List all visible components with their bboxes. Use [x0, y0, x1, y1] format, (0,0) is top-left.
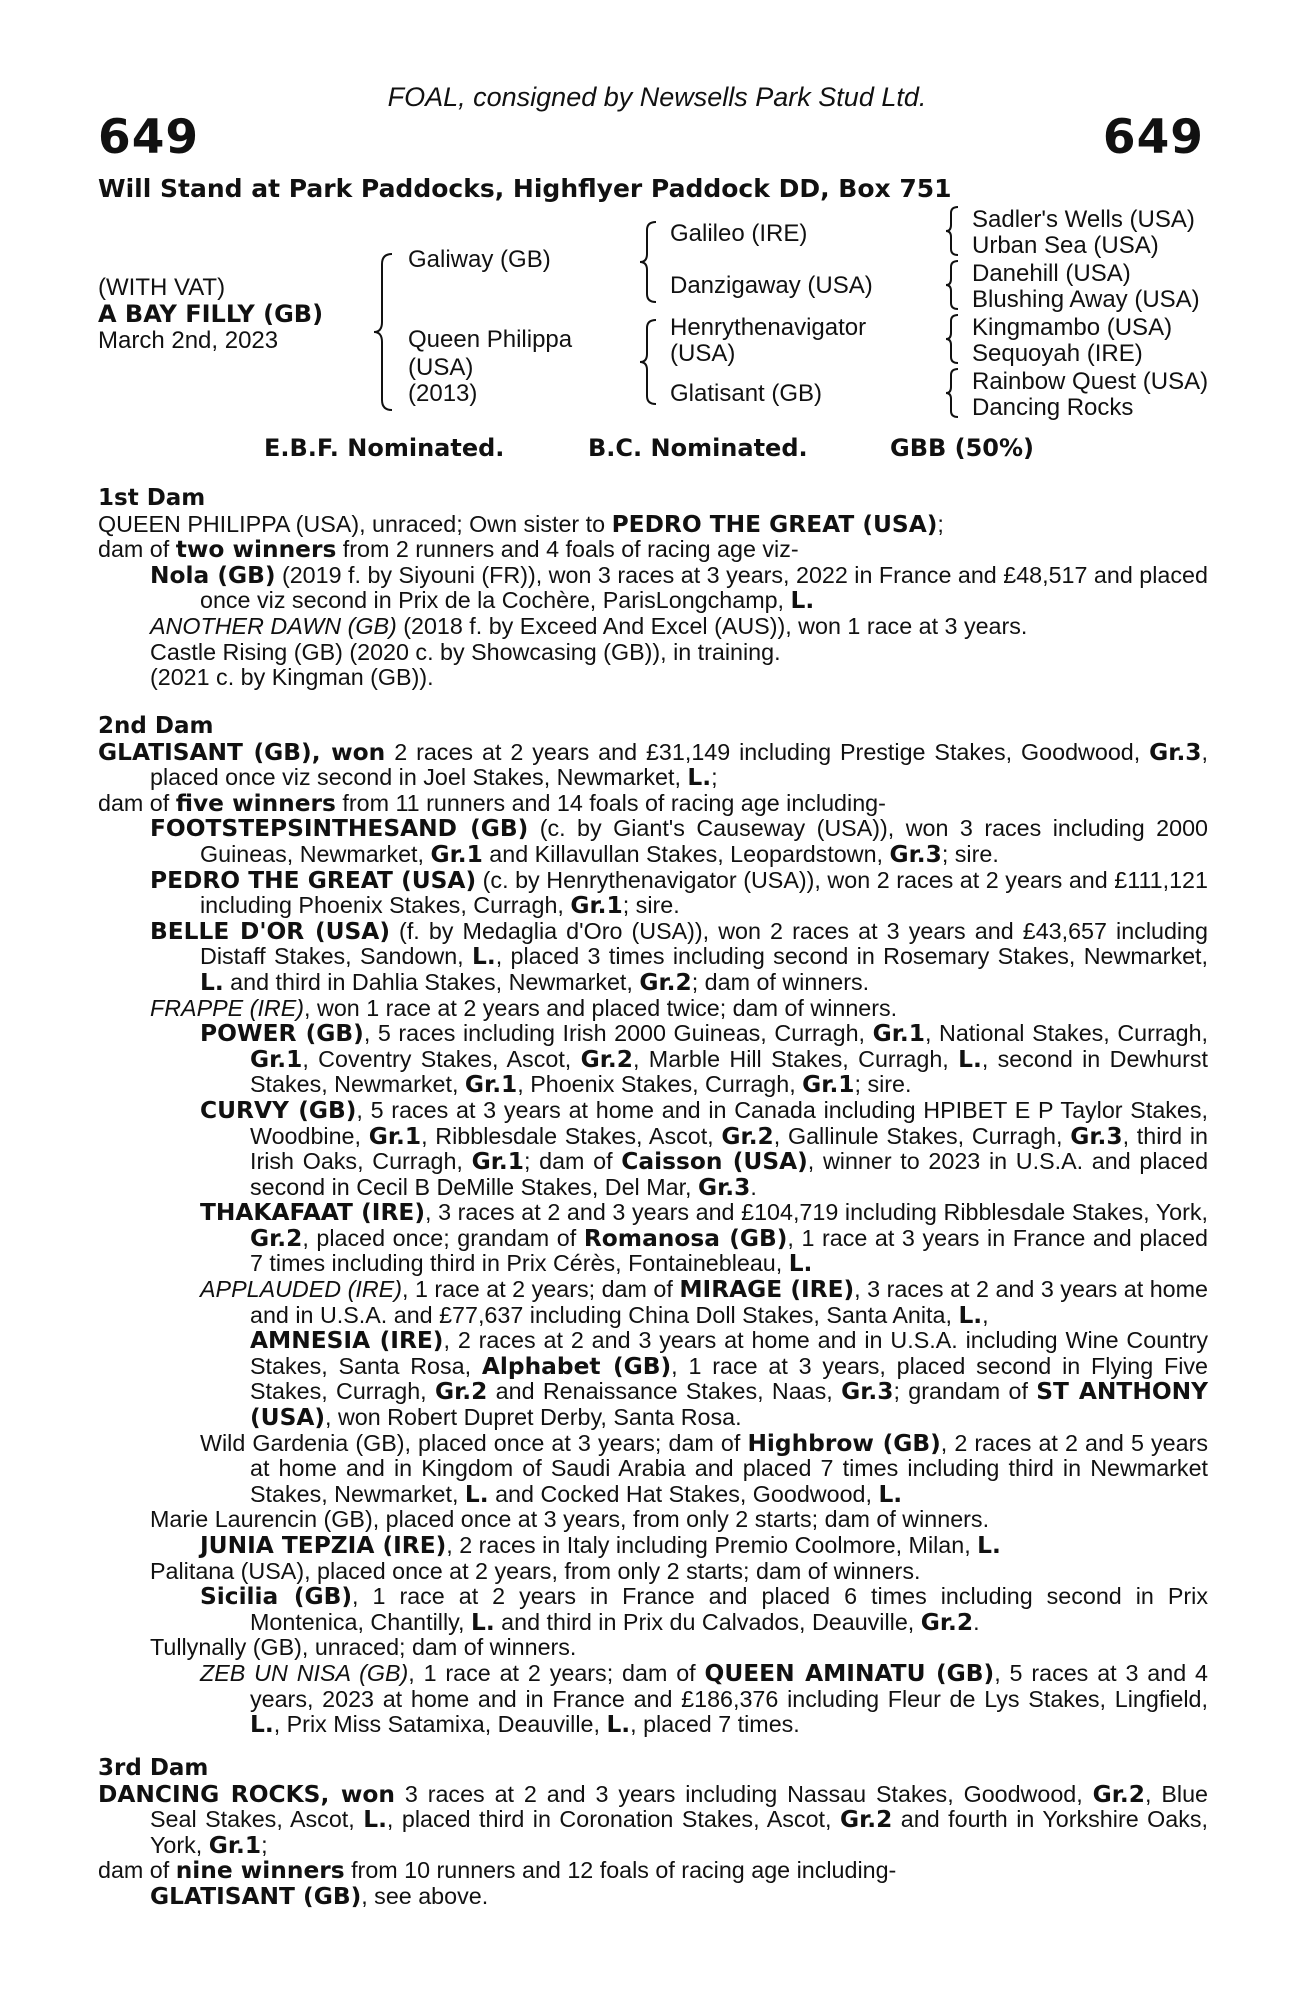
lot-number-right: 649	[1102, 110, 1204, 165]
pedigree-brace-6	[944, 313, 960, 365]
pedigree-brace-2	[638, 220, 658, 304]
produce-tullynally: Tullynally (GB), unraced; dam of winners.	[150, 1634, 577, 1661]
grandproduce-junia-tepzia: JUNIA TEPZIA (IRE), 2 races in Italy including Premio Coolmore, Milan, L.	[200, 1532, 1001, 1559]
first-dam-heading: 1st Dam	[98, 485, 206, 511]
pedigree-brace-7	[944, 367, 960, 419]
dancing-rocks-dam-of: dam of nine winners from 10 runners and 12 foals of racing age including-	[98, 1857, 897, 1885]
pedigree-gen3-2: Urban Sea (USA)	[972, 232, 1159, 259]
pedigree-gen3-5: Kingmambo (USA)	[972, 314, 1173, 341]
bc-nomination: B.C. Nominated.	[588, 434, 808, 462]
second-dam-heading: 2nd Dam	[98, 713, 214, 739]
pedigree-gen3-4: Blushing Away (USA)	[972, 286, 1200, 313]
first-dam-line1: QUEEN PHILIPPA (USA), unraced; Own sister to PEDRO THE GREAT (USA);	[98, 510, 944, 538]
horse-name: A BAY FILLY (GB)	[98, 300, 324, 328]
pedigree-brace-3	[638, 318, 658, 406]
produce-glatisant: GLATISANT (GB), see above.	[150, 1882, 489, 1910]
produce-frappe: FRAPPE (IRE), won 1 race at 2 years and placed twice; dam of winners.	[150, 994, 898, 1021]
pedigree-sire-dam: Danzigaway (USA)	[670, 272, 873, 299]
produce-another-dawn: ANOTHER DAWN (GB) (2018 f. by Exceed And Excel (AUS)), won 1 race at 3 years.	[150, 612, 1028, 639]
produce-nola: Nola (GB) (2019 f. by Siyouni (FR)), won 3 races at 3 years, 2022 in France and £48,517 and placed once viz second in Prix de la Cochère, ParisLongchamp, L.	[150, 561, 1208, 615]
pedigree-brace-4	[944, 205, 960, 257]
pedigree-brace-1	[372, 252, 394, 412]
ebf-nomination: E.B.F. Nominated.	[264, 434, 505, 462]
produce-pedro-the-great: PEDRO THE GREAT (USA) (c. by Henrythenavigator (USA)), won 2 races at 2 years and £111,121 including Phoenix Stakes, Curragh, Gr.1; sire.	[150, 866, 1208, 920]
grandproduce-curvy: CURVY (GB), 5 races at 3 years at home and in Canada including HPIBET E P Taylor Stakes, Woodbine, Gr.1, Ribblesdale Stakes, Ascot, Gr.2, Gallinule Stakes, Curragh, Gr.3, third in Irish Oaks, Curragh, Gr.1; dam of Caisson (USA), winner to 2023 in U.S.A. and placed second in Cecil B DeMille Stakes, Del Mar, Gr.3.	[200, 1096, 1209, 1201]
glatisant-record: GLATISANT (GB), won 2 races at 2 years and £31,149 including Prestige Stakes, Goodwood, Gr.3, placed once viz second in Joel Stakes, Newmarket, L.;	[98, 738, 1208, 792]
pedigree-sire: Galiway (GB)	[408, 246, 551, 273]
produce-castle-rising: Castle Rising (GB) (2020 c. by Showcasing (GB)), in training.	[150, 638, 781, 665]
grandproduce-zeb-un-nisa: ZEB UN NISA (GB), 1 race at 2 years; dam of QUEEN AMINATU (GB), 5 races at 3 and 4 years, 2023 at home and in France and £186,376 including Fleur de Lys Stakes, Lingfield, L., Prix Miss Satamixa, Deauville, L., placed 7 times.	[200, 1659, 1209, 1739]
stand-location: Will Stand at Park Paddocks, Highflyer Paddock DD, Box 751	[98, 174, 952, 203]
grandproduce-wild-gardenia: Wild Gardenia (GB), placed once at 3 years; dam of Highbrow (GB), 2 races at 2 and 5 years at home and in Kingdom of Saudi Arabia and placed 7 times including third in Newmarket Stakes, Newmarket, L. and Cocked Hat Stakes, Goodwood, L.	[200, 1429, 1208, 1508]
produce-belle-dor: BELLE D'OR (USA) (f. by Medaglia d'Oro (USA)), won 2 races at 3 years and £43,657 including Distaff Stakes, Sandown, L., placed 3 times including second in Rosemary Stakes, Newmarket, L. and third in Dahlia Stakes, Newmarket, Gr.2; dam of winners.	[150, 917, 1208, 996]
pedigree-gen3-8: Dancing Rocks	[972, 394, 1134, 421]
produce-footstepsinthesand: FOOTSTEPSINTHESAND (GB) (c. by Giant's Causeway (USA)), won 3 races including 2000 Guineas, Newmarket, Gr.1 and Killavullan Stakes, Leopardstown, Gr.3; sire.	[150, 815, 1208, 868]
dancing-rocks-record: DANCING ROCKS, won 3 races at 2 and 3 years including Nassau Stakes, Goodwood, Gr.2, Blue Seal Stakes, Ascot, L., placed third in Coronation Stakes, Ascot, Gr.2 and fourth in Yorkshire Oaks, York, Gr.1;	[98, 1780, 1208, 1859]
pedigree-dam-line2: (USA)	[408, 354, 474, 381]
pedigree-dam-sire-line2: (USA)	[670, 340, 736, 367]
grandproduce-thakafaat: THAKAFAAT (IRE), 3 races at 2 and 3 years and £104,719 including Ribblesdale Stakes, York, Gr.2, placed once; grandam of Romanosa (GB), 1 race at 3 years in France and placed 7 times including third in Prix Cérès, Fontainebleau, L.	[200, 1199, 1209, 1278]
pedigree-sire-sire: Galileo (IRE)	[670, 220, 808, 247]
grandproduce-applauded: APPLAUDED (IRE), 1 race at 2 years; dam of MIRAGE (IRE), 3 races at 2 and 3 years at home and in U.S.A. and £77,637 including China Doll Stakes, Santa Anita, L., AMNESIA (IRE), 2 races at 2 and 3 years at home and in U.S.A. including Wine Country Stakes, Santa Rosa, Alphabet (GB), 1 race at 3 years, placed second in Flying Five Stakes, Curragh, Gr.2 and Renaissance Stakes, Naas, Gr.3; grandam of ST ANTHONY (USA), won Robert Dupret Derby, Santa Rosa.	[200, 1276, 1208, 1432]
foaling-date: March 2nd, 2023	[98, 327, 279, 354]
first-dam-line2: dam of two winners from 2 runners and 4 foals of racing age viz-	[98, 536, 799, 564]
pedigree-gen3-1: Sadler's Wells (USA)	[972, 206, 1195, 233]
produce-2021-colt: (2021 c. by Kingman (GB)).	[150, 664, 434, 691]
consignor-line: FOAL, consigned by Newsells Park Stud Ltd.	[387, 82, 927, 112]
pedigree-brace-5	[944, 259, 960, 311]
pedigree-gen3-3: Danehill (USA)	[972, 260, 1131, 287]
produce-marie-laurencin: Marie Laurencin (GB), placed once at 3 years, from only 2 starts; dam of winners.	[150, 1506, 990, 1533]
lot-number-left: 649	[98, 110, 200, 165]
third-dam-heading: 3rd Dam	[98, 1755, 209, 1781]
pedigree-dam-line1: Queen Philippa	[408, 326, 573, 353]
pedigree-dam-dam: Glatisant (GB)	[670, 380, 823, 407]
grandproduce-power: POWER (GB), 5 races including Irish 2000 Guineas, Curragh, Gr.1, National Stakes, Curragh, Gr.1, Coventry Stakes, Ascot, Gr.2, Marble Hill Stakes, Curragh, L., second in Dewhurst Stakes, Newmarket, Gr.1, Phoenix Stakes, Curragh, Gr.1; sire.	[200, 1020, 1209, 1099]
first-dam-section	[98, 486, 1208, 691]
gbb-percentage: GBB (50%)	[890, 434, 1035, 462]
pedigree-dam-sire-line1: Henrythenavigator	[670, 314, 867, 341]
second-dam-section	[98, 714, 1208, 1738]
produce-palitana: Palitana (USA), placed once at 2 years, from only 2 starts; dam of winners.	[150, 1557, 921, 1584]
pedigree-gen3-6: Sequoyah (IRE)	[972, 340, 1143, 367]
glatisant-dam-of: dam of five winners from 11 runners and 14 foals of racing age including-	[98, 789, 886, 817]
pedigree-dam-line3: (2013)	[408, 380, 478, 407]
vat-note: (WITH VAT)	[98, 274, 226, 301]
third-dam-section	[98, 1756, 1208, 1910]
grandproduce-sicilia: Sicilia (GB), 1 race at 2 years in France and placed 6 times including second in Prix Montenica, Chantilly, L. and third in Prix du Calvados, Deauville, Gr.2.	[200, 1583, 1208, 1636]
pedigree-gen3-7: Rainbow Quest (USA)	[972, 368, 1209, 395]
